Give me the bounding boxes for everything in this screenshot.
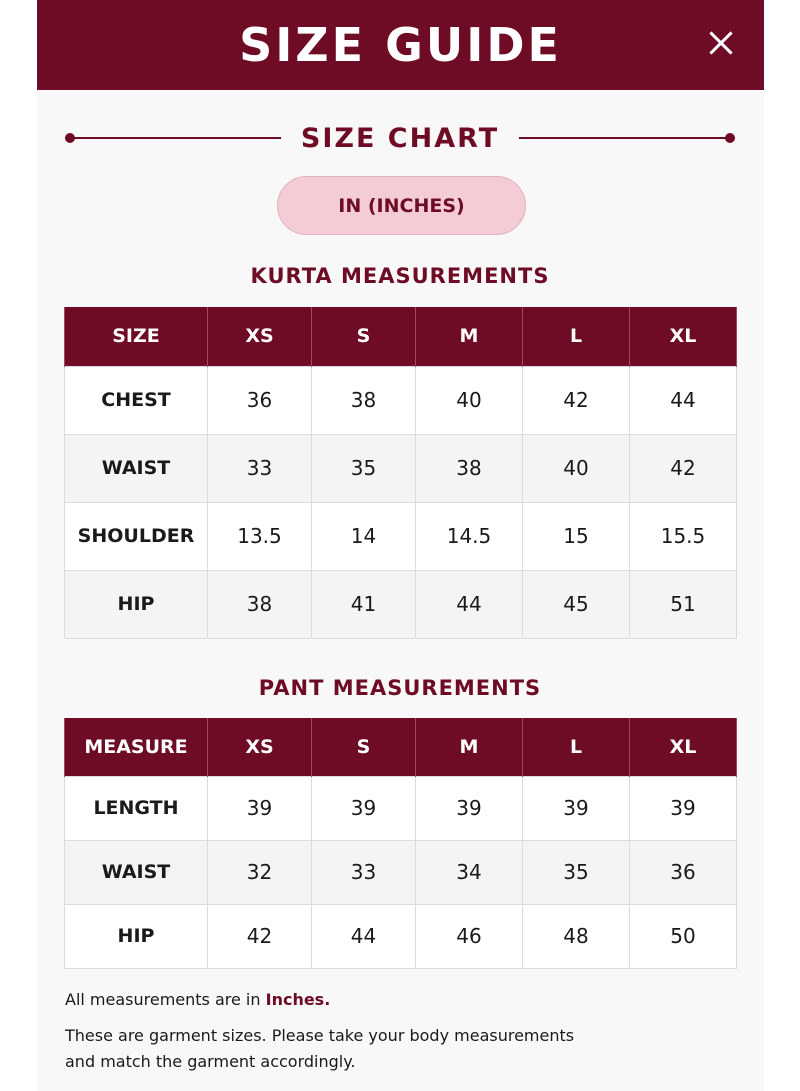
table-cell: 33 — [208, 434, 312, 502]
table-row — [65, 840, 737, 904]
table-cell: 39 — [630, 776, 737, 840]
unit-toggle-button[interactable]: IN (INCHES) — [277, 176, 526, 235]
table-cell: 38 — [208, 570, 312, 638]
table-row — [65, 776, 737, 840]
table-row — [65, 904, 737, 968]
row-label: HIP — [65, 570, 208, 638]
table-cell: 45 — [523, 570, 630, 638]
table-cell: 15 — [523, 502, 630, 570]
table-row — [65, 502, 737, 570]
garment-note-line-1: These are garment sizes. Please take your body measurements — [65, 1026, 575, 1045]
table-cell: 35 — [312, 434, 416, 502]
table-cell: 44 — [312, 904, 416, 968]
table-cell: 42 — [208, 904, 312, 968]
table-cell: 46 — [416, 904, 523, 968]
row-label: WAIST — [65, 840, 208, 904]
table-cell: 41 — [312, 570, 416, 638]
table-cell: 50 — [630, 904, 737, 968]
table-cell: 33 — [312, 840, 416, 904]
column-header: MEASURE — [65, 718, 208, 776]
table-cell: 44 — [416, 570, 523, 638]
pant-measurements-title: PANT MEASUREMENTS — [258, 676, 542, 700]
table-cell: 42 — [523, 366, 630, 434]
table-cell: 32 — [208, 840, 312, 904]
table-cell: 35 — [523, 840, 630, 904]
table-cell: 39 — [523, 776, 630, 840]
table-cell: 15.5 — [630, 502, 737, 570]
divider-line-left — [65, 137, 281, 139]
kurta-measurements-title: KURTA MEASUREMENTS — [250, 264, 550, 288]
column-header: SIZE — [65, 307, 208, 366]
table-cell: 14.5 — [416, 502, 523, 570]
row-label: WAIST — [65, 434, 208, 502]
row-label: LENGTH — [65, 776, 208, 840]
column-header: S — [312, 307, 416, 366]
table-cell: 39 — [312, 776, 416, 840]
column-header: XS — [208, 307, 312, 366]
table-cell: 36 — [630, 840, 737, 904]
table-row — [65, 434, 737, 502]
column-header: S — [312, 718, 416, 776]
column-header: XL — [630, 718, 737, 776]
column-header: L — [523, 307, 630, 366]
size-guide-title: SIZE GUIDE — [239, 18, 562, 72]
units-note — [65, 987, 330, 1013]
column-header: XS — [208, 718, 312, 776]
row-label: HIP — [65, 904, 208, 968]
table-cell: 34 — [416, 840, 523, 904]
table-cell: 39 — [208, 776, 312, 840]
table-cell: 14 — [312, 502, 416, 570]
table-cell: 40 — [416, 366, 523, 434]
table-cell: 48 — [523, 904, 630, 968]
pant-measurements-table — [64, 718, 737, 969]
table-cell: 39 — [416, 776, 523, 840]
column-header: M — [416, 718, 523, 776]
size-chart-divider — [65, 118, 735, 158]
garment-note — [65, 1023, 574, 1075]
row-label: CHEST — [65, 366, 208, 434]
table-cell: 13.5 — [208, 502, 312, 570]
units-note-highlight: Inches. — [265, 990, 331, 1009]
table-cell: 38 — [312, 366, 416, 434]
table-cell: 36 — [208, 366, 312, 434]
table-cell: 42 — [630, 434, 737, 502]
table-cell: 38 — [416, 434, 523, 502]
units-note-text: All measurements are in — [65, 990, 266, 1009]
table-header-row — [65, 718, 737, 776]
row-label: SHOULDER — [65, 502, 208, 570]
table-header-row — [65, 307, 737, 366]
table-cell: 40 — [523, 434, 630, 502]
kurta-measurements-table — [64, 307, 737, 639]
table-cell: 51 — [630, 570, 737, 638]
column-header: L — [523, 718, 630, 776]
table-cell: 44 — [630, 366, 737, 434]
size-chart-title: SIZE CHART — [300, 122, 500, 154]
close-icon[interactable] — [706, 28, 736, 58]
divider-line-right — [519, 137, 735, 139]
column-header: XL — [630, 307, 737, 366]
column-header: M — [416, 307, 523, 366]
table-row — [65, 570, 737, 638]
size-guide-header — [37, 0, 764, 90]
garment-note-line-2: and match the garment accordingly. — [65, 1052, 356, 1071]
table-row — [65, 366, 737, 434]
